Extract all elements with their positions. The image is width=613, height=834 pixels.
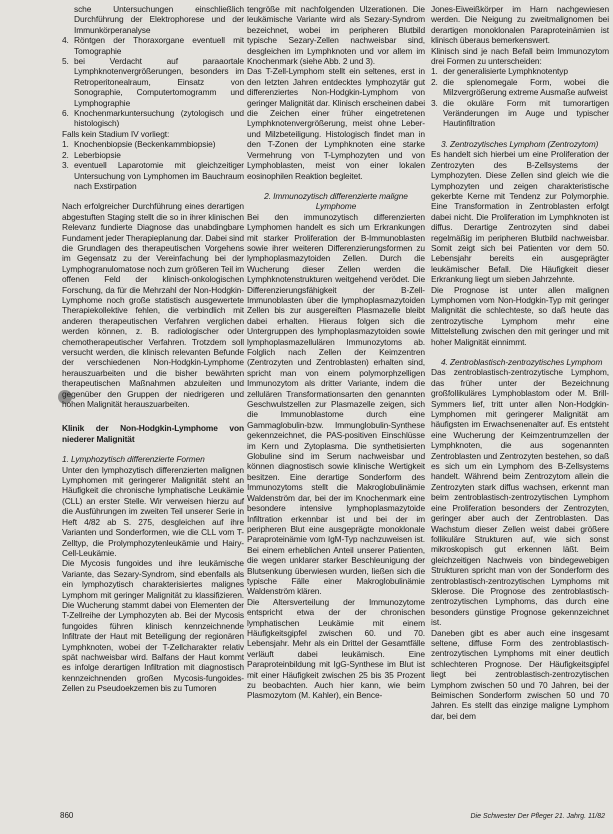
subsection-heading: 4. Zentroblastisch-zentrozytisches Lymphom <box>441 357 603 367</box>
column-right <box>431 4 609 834</box>
list-item: 2. Leberbiopsie <box>62 149 121 160</box>
body-paragraph: Die Prognose ist unter allen malignen Lymphomen vom Non-Hodgkin-Typ mit geringer Malignität die schlechteste, so daß heute das zentrozytische Lymphom mehr eine Mittelstellung zwischen den mit geringer und mit hoher Malignität einnimmt. <box>431 284 609 347</box>
body-paragraph: Die Altersverteilung der Immunozytome entspricht etwa der der chronischen lymphatischen Leukämie mit einem Häufigkeitsgipfel zwischen 60. und 70. Lebensjahr. Mehr als ein Drittel der Gesamtfälle verläuft dabei leukämisch. Eine Paraproteinbildung mit IgG-Synthese im Blut ist mit einer Häufigkeit zwischen 25 bis 35 Prozent zu beobachten. Auch hier kann, wie beim Plasmozytom (M. Kahler), ein Bence- <box>247 596 425 701</box>
list-item <box>62 4 244 35</box>
list-item: 3. die okuläre Form mit tumorartigen Veränderungen im Auge und typischer Hautinfiltration <box>431 97 609 129</box>
column-middle <box>247 4 425 834</box>
body-paragraph: Die Mycosis fungoides und ihre leukämische Variante, das Sezary-Syndrom, sind ebenfalls als ein lymphozytisch charakterisiertes malignes Lymphom mit geringer Malignität zu klassifizieren. Die Wucherung stammt dabei von Elementen der T-Zellreihe der Lymphozyten ab. Bei der Mycosis fungoides führen klinisch kennzeichnende Infiltrate der Haut mit Beteiligung der regionären Lymphknoten, wobei der T-Zellcharakter relativ spät nachweisbar wird. Balfans der Haut kommt es infolge derartigen Infiltration mit diagnostisch kennzeichnenden großen Mycosis-fungoides-Zellen zu Pseudoekzemen bis zu Tumoren <box>62 558 244 694</box>
list-item: 1. der generalisierte Lymphknotentyp <box>431 66 568 77</box>
page-number: 860 <box>60 811 74 820</box>
subsection-heading: 1. Lymphozytisch differenzierte Formen <box>62 454 205 465</box>
body-paragraph: Es handelt sich hierbei um eine Proliferation der Zentrozyten des B-Zellsystems der Lymphozyten. Diese Zellen sind gleich wie die Lymphozyten und zeigen charakteristische gekerbte Kerne mit Tendenz zur Polymorphie. Eine Transformation in Zentroblasten erfolgt dabei nicht. Die Proliferation im Lymphknoten ist diffus. Derartige Zentrozyten sind dabei regelmäßig im peripheren Blutbild nachweisbar. Somit zeigt sich bei Patienten vor dem 50. Lebensjahr bereits ein ausgeprägter leukämischer Befall. Die Häufigkeit dieser Erkrankung liegt um sieben Jahrzehnte. <box>431 149 609 285</box>
body-paragraph: Daneben gibt es aber auch eine insgesamt seltene, diffuse Form des zentroblastisch-zentrozytischen Lymphoms mit einer deutlich schlechteren Prognose. Der Häufigkeitsgipfel liegt bei zentroblastisch-zentrozytischen Lymphom zwischen 50 und 70 Jahren, bei der Beimischen Sonderform zwischen 50 und 70 Jahren. Es stellt das einzige maligne Lymphom dar, bei dem <box>431 627 609 721</box>
body-paragraph: Das zentroblastisch-zentrozytische Lymphom, das früher unter der Bezeichnung großfollikuläres Lymphoblastom oder M. Brill-Symmers lief, tritt unter allen Non-Hodgkin-Lymphomen mit geringerer Malignität am häufigsten im Erwachsenenalter auf. Es entsteht eine Wucherung der Keimzentrumzellen der Lymphknoten, die aus sogenannten Zentroblasten und Zentrozyten bestehen, so daß es sich um ein Lymphom des B-Zellsystems handelt. Während beim Zentrozytom allein die Zentrozyten stark diffus wachsen, erkennt man beim zentroblastisch-zentrozytischen Lymphom eine Proliferation besonders der Zentrozyten, geringer aber auch der Zentroblasten. Das Wachstum dieser Zellen weist dabei größere follikuläre Strukturen auf, wie sich sonst mikroskopisch gut erkennen läßt. Beim gleichzeitigen Nachweis von bindegewebigen Strukturen spricht man von der Sonderform des zentroblastisch-zentrozytischen Lymphoms mit Sklerose. Die Prognose des zentroblastisch-zentrozytischen Lymphoms, das durch eine besonders günstige Prognose gekennzeichnet ist. <box>431 367 609 628</box>
list-item-text: sche Untersuchungen einschließlich Durchführung der Elektrophorese und der Immunkörperanalyse <box>74 4 244 35</box>
column-left <box>62 4 244 834</box>
list-item: 5. bei Verdacht auf paraaortale Lymphknotenvergrößerungen, besonders im Retroperitonealraum, Einsatz von Sonographie, Computertomogramm und Lymphographie <box>62 56 244 108</box>
section-heading: Klinik der Non-Hodgkin-Lymphome von niederer Malignität <box>62 423 244 444</box>
list-item: 1. Knochenbiopsie (Beckenkammbiopsie) <box>62 139 216 150</box>
list-item: 3. eventuell Laparotomie mit gleichzeitiger Untersuchung von Lymphomen im Bauchraum nach Exstirpation <box>62 160 244 191</box>
body-paragraph: Das T-Zell-Lymphom stellt ein seltenes, erst in den letzten Jahren entdecktes lymphozytär gut differenziertes Non-Hodgkin-Lymphom von geringer Malignität dar. Klinisch erscheinen dabei die Zeichen einer früher eingetretenen Lymphknotenvergrößerung, meist ohne Leber- und Milzbeteiligung. Histologisch findet man in den T-Zonen der Lymphknoten eine starke Vermehrung von T-Lymphozyten und von Lymphoblasten, meist von einer lokalen eosinophilen Reaktion begleitet. <box>247 66 425 181</box>
list-item: 6. Knochenmarkuntersuchung (zytologisch und histologisch) <box>62 108 244 129</box>
stage-intro: Falls kein Stadium IV vorliegt: <box>62 128 170 139</box>
subsection-heading: 2. Immunozytisch differenzierte maligne Lymphome <box>264 190 408 212</box>
body-paragraph: Bei den immunozytisch differenzierten Lymphomen handelt es sich um Erkrankungen mit starker Proliferation der B-Immunoblasten sowie ihrer weiteren Differenzierungsformen zu lymphoplasmazytoiden Zellen. Durch die Wucherung dieser Zellen werden die Lymphknotenstrukturen weitgehend verödet. Die Differenzierungsfähigkeit der B-Zell-Immunoblasten über die lymphoplasmazytoiden Zellen bis zur ausgereiften Plasmazelle bleibt dabei erhalten. Hieraus folgen sich die Untergruppen des lymphoplasmazytoiden sowie lymphoplasmazellulären Immunozytoms ab. Folglich nach Zellen der Keimzentren (Zentrozyten und Zentroblasten) erhalten sind, spricht man von einem polymorphzelligen Immunozytom als dritter Variante, indem die zellulären Transformationsarten den genannten Geschwulstzellen zur Plasmazelle zeigen, sich die Immunoblastome durch eine Gammaglobulin-bzw. Immunglobulin-Synthese gekennzeichnet, die PAS-positiven Einschlüsse im Kern und Zytoplasma. Die synthetisierten Globuline sind im Serum nachweisbar und können diagnostisch sowie klinische Wertigkeit besitzen. Eine derartige Sonderform des Immunozytoms stellt die Makroglobulinämie Waldenström dar, bei der im Knochenmark eine besondere intensive lymphoplasmazytoide Infiltration erkennbar ist und bei der im peripheren Blut eine ausgeprägte monoklonale Paraproteinämie vom IgM-Typ nachzuweisen ist. Bei einem erheblichen Anteil unserer Patienten, die wegen unklarer starker Beschleunigung der Blutsenkung überwiesen wurden, ließen sich die typische Fälle einer Makroglobulinämie Waldenström klären. <box>247 211 425 597</box>
body-paragraph: tengröße mit nachfolgenden Ulzerationen. Die leukämische Variante wird als Sezary-Syndrom bezeichnet, wobei im peripheren Blutbild typische Sezary-Zellen nachweisbar sind, desgleichen im Lymphknoten und vor allem im Knochenmark (siehe Abb. 2 und 3). <box>247 4 425 67</box>
body-paragraph: Jones-Eiweißkörper im Harn nachgewiesen werden. Die Neigung zu zweitmalignomen bei derartigen monoklonalen Paraproteinämien ist klinisch überaus bemerkenswert. <box>431 4 609 46</box>
body-paragraph: Klinisch sind je nach Befall beim Immunozytom drei Formen zu unterscheiden: <box>431 45 609 67</box>
journal-source: Die Schwester Der Pfleger 21. Jahrg. 11/82 <box>470 813 605 820</box>
list-item: 4. Röntgen der Thoraxorgane eventuell mit Tomographie <box>62 35 244 56</box>
body-paragraph: Nach erfolgreicher Durchführung eines derartigen abgestuften Staging stellt die so in ihrer klinischen Relevanz fundierte Diagnose das unabdingbare Fundament jeder Therapieplanung dar. Dabei sind die Grundlagen des therapeutischen Vorgehens im Gegensatz zu der Vereinfachung bei der Lymphogranulomatose noch zum größeren Teil im offenen Feld der klinisch-onkologischen Forschung, da für die Mehrzahl der Non-Hodgkin-Lymphome noch große statistisch ausgewertete Therapiekollektive fehlen, die verbindlich mit anderen therapeutischen Verfahren verglichen werden können, z. B. radiologischer oder chemotherapeutischer Verfahren. Trotzdem soll versucht werden, die klinisch relevanten Befunde der verschiedenen Non-Hodgkin-Lymphome herauszuarbeiten und die bisher bewährten therapeutischen Maßnahmen abzuleiten und gegenüber den Gruppen der niedrigeren und hohen Malignität herauszuarbeiten. <box>62 201 244 410</box>
body-paragraph: Unter den lymphozytisch differenzierten malignen Lymphomen mit geringerer Malignität steht an Häufigkeit die chronische lymphatische Leukämie (CLL) an erster Stelle. Wir verweisen hierzu auf die Ausführungen im zweiten Teil unserer Serie in Heft 4/82 ab S. 275, desgleichen auf ihre Varianten und Sonderformen, wie die CLL vom T-Zelltyp, die Prolymphozytenleukämie und Hairy-Cell-Leukämie. <box>62 464 244 558</box>
subsection-heading: 3. Zentrozytisches Lymphom (Zentrozytom) <box>441 138 599 149</box>
list-item: 2. die splenomegale Form, wobei die Milzvergrößerung extreme Ausmaße aufweist <box>431 76 609 98</box>
